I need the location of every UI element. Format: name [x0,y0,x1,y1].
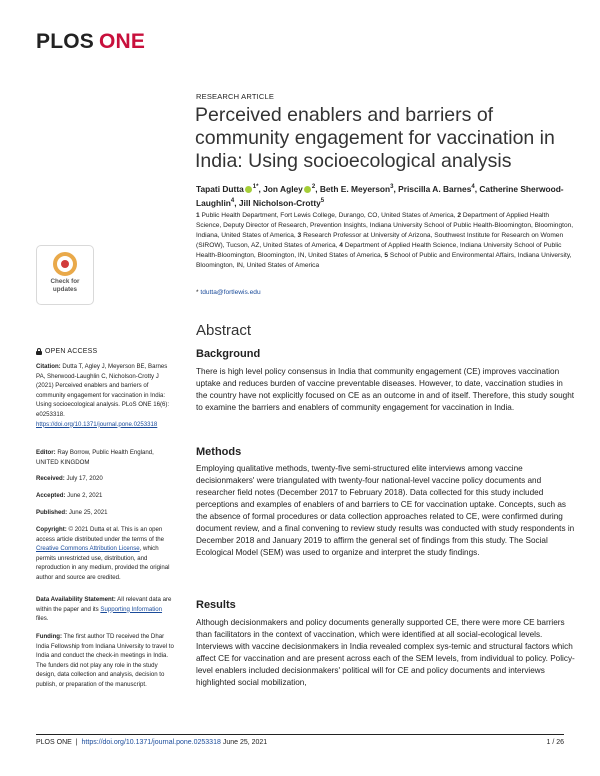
corresponding-author [196,289,261,296]
supporting-information-link[interactable]: Supporting Information [100,605,163,613]
author-name: Beth E. Meyerson [319,183,391,194]
data-availability-label: Data Availability Statement: [36,596,116,603]
copyright-label: Copyright: [36,526,67,533]
editor-label: Editor: [36,449,56,456]
corresp-marker: * [196,289,199,296]
author-affil-sup: 4 [230,197,235,204]
author-affil-sup: 4 [471,184,475,190]
affil-text: School of Public and Environmental Affairs, Indiana University, Bloomington, IN, United States of America [196,252,572,269]
logo-plos: PLOS [36,30,94,53]
corresp-email-link[interactable]: tdutta@fortlewis.edu [200,289,261,296]
published-label: Published: [36,509,68,516]
open-access-text: OPEN ACCESS [45,348,98,355]
citation-text: Dutta T, Agley J, Meyerson BE, Barnes PA, Sherwood-Laughlin C, Nicholson-Crotty J (2021) Perceived enablers and barriers of community engagement for vaccination in India: Using socioecological analysis. PLoS ONE 16(6): e0253318. [36,363,170,418]
abstract-heading: Abstract [196,322,252,339]
open-lock-icon [36,348,42,355]
article-type: RESEARCH ARTICLE [196,92,275,101]
background-heading: Background [196,348,261,360]
author-affil-sup: 5 [320,197,325,204]
methods-text: Employing qualitative methods, twenty-five semi-structured elite interviews among vaccine decisionmakers' were triangulated with twenty-four national-level vaccine policy documents and researcher field notes (December 2017 to February 2018). Data collected for this study included perceptions and examples of enablers of and barriers to CE for vaccination uptake. Concepts, such as the absence of formal procedures or data collection approaches related to CE, were confirmed during document review, and a final convening to review study results was conducted with study respondents in December 2018 and January 2019 to affirm the general set of findings from this study. The Social Ecological Model (SEM) was used to organize and interpret the study findings. [196,464,575,558]
citation-block [36,362,176,429]
author-list: Tapati Dutta $^{1*}$, Jon Agley $^2$, Beth E. Meyerson$^3$, Priscilla A. Barnes$^4$, Catherine Sherwood-Laughlin$^4$, Jill Nicholson-Crotty$^5$ [196,183,564,208]
article-title: Perceived enablers and barriers of community engagement for vaccination in India: Using socioecological analysis [195,104,555,172]
accepted-block [36,491,176,501]
journal-logo [36,30,145,54]
affil-text: Research Professor at University of Arizona, Southwest Institute for Research on Women (SIROW), Tucson, AZ, United States of America, [196,232,564,249]
affil-text: Public Health Department, Fort Lewis College, Durango, CO, United States of America, [201,212,456,219]
data-availability-block [36,595,176,624]
footer-date: June 25, 2021 [222,739,268,746]
editor-text: Ray Borrow, Public Health England, UNITED KINGDOM [36,449,154,466]
editor-block [36,448,176,467]
affil-text: Department of Applied Health Science, Indiana University School of Public Health-Bloomington, Bloomington, IN, United States of America, [196,242,562,259]
affil-number: 5 [384,252,389,259]
footer-journal: PLOS ONE [36,739,72,746]
author-name: Jon Agley [263,183,303,194]
copyright-text-before: © 2021 Dutta et al. This is an open access article distributed under the terms of the [36,526,165,543]
data-availability-text-before: All relevant data are within the paper and its [36,596,172,613]
affil-number: 1 [196,212,200,219]
author-name: Catherine Sherwood-Laughlin [196,183,564,208]
background-text: There is high level policy consensus in India that community engagement (CE) improves vaccination uptake and reduces burden of vaccine preventable diseases. However, to date, vaccination studies in the country have not explicitly focused on CE as an outcome in and of itself. Therefore, this study sought to examine the barriers and enablers of community engagement for vaccination in India. [196,367,575,413]
footer-divider [36,734,564,735]
data-availability-text-after: files. [36,615,49,623]
author-name: Jill Nicholson-Crotty [238,197,321,208]
footer-doi-link[interactable]: https://doi.org/10.1371/journal.pone.0253318 [81,739,221,746]
author-affil-sup: 1 [252,184,257,190]
results-heading: Results [196,599,236,611]
author-affil-sup: 2 [311,184,316,190]
orcid-icon[interactable] [245,186,252,193]
check-updates-line2: updates [52,285,78,293]
page-footer [36,739,267,746]
received-block [36,474,176,484]
received-date: July 17, 2020 [66,475,103,482]
published-date: June 25, 2021 [68,509,108,516]
affil-number: 2 [457,212,462,219]
author-corresp-mark: * [256,184,259,190]
page-number: 1 / 26 [546,739,564,746]
funding-block [36,632,176,690]
results-text: Although decisionmakers and policy documents generally supported CE, there were more CE barriers than facilitators in the context of vaccination, which were identified at all social-ecological levels. Interviews with vaccine decisionmakers in India revealed complex sys-temic and structural factors which affect CE for vaccination and are present across each of the SEM levels, from individual to policy. Policy-level enablers included decisionmakers' political will for CE and policy documents and interviews highlighted social mobilization, [196,618,575,688]
funding-text: The first author TD received the Dhar India Fellowship from Indiana University to travel to India and conduct the check-in meetings in India. The funders did not play any role in the study design, data collection and analysis, decision to publish, or preparation of the manuscript. [36,633,174,688]
affil-number: 3 [297,232,302,239]
open-access-label [36,348,97,355]
accepted-date: June 2, 2021 [67,492,103,499]
accepted-label: Accepted: [36,492,66,499]
logo-one: ONE [98,30,146,53]
check-updates-line1: Check for [50,278,80,285]
published-block [36,508,176,518]
affiliation-list [196,211,576,271]
citation-doi-link[interactable]: https://doi.org/10.1371/journal.pone.0253318 [36,420,158,428]
affil-text: Department of Applied Health Science, Deputy Director of Research, Prevention Insights, Indiana University School of Public Health-Bloomington, Bloomington, Indiana, United States of America, [196,212,574,239]
footer-separator: | [75,739,78,746]
funding-label: Funding: [36,633,63,640]
methods-heading: Methods [196,446,242,458]
check-updates-icon [53,252,77,276]
license-link[interactable]: Creative Commons Attribution License [36,545,140,553]
copyright-text-after: , which permits unrestricted use, distribution, and reproduction in any medium, provided the original author and source are credited. [36,545,170,581]
author-name: Priscilla A. Barnes [398,183,472,194]
check-for-updates-badge[interactable] [36,245,94,305]
author-affil-sup: 3 [390,184,394,190]
affil-number: 4 [339,242,343,249]
citation-label: Citation: [36,363,61,370]
copyright-block [36,525,176,583]
orcid-icon[interactable] [304,186,311,193]
received-label: Received: [36,475,65,482]
author-name: Tapati Dutta [196,183,244,194]
